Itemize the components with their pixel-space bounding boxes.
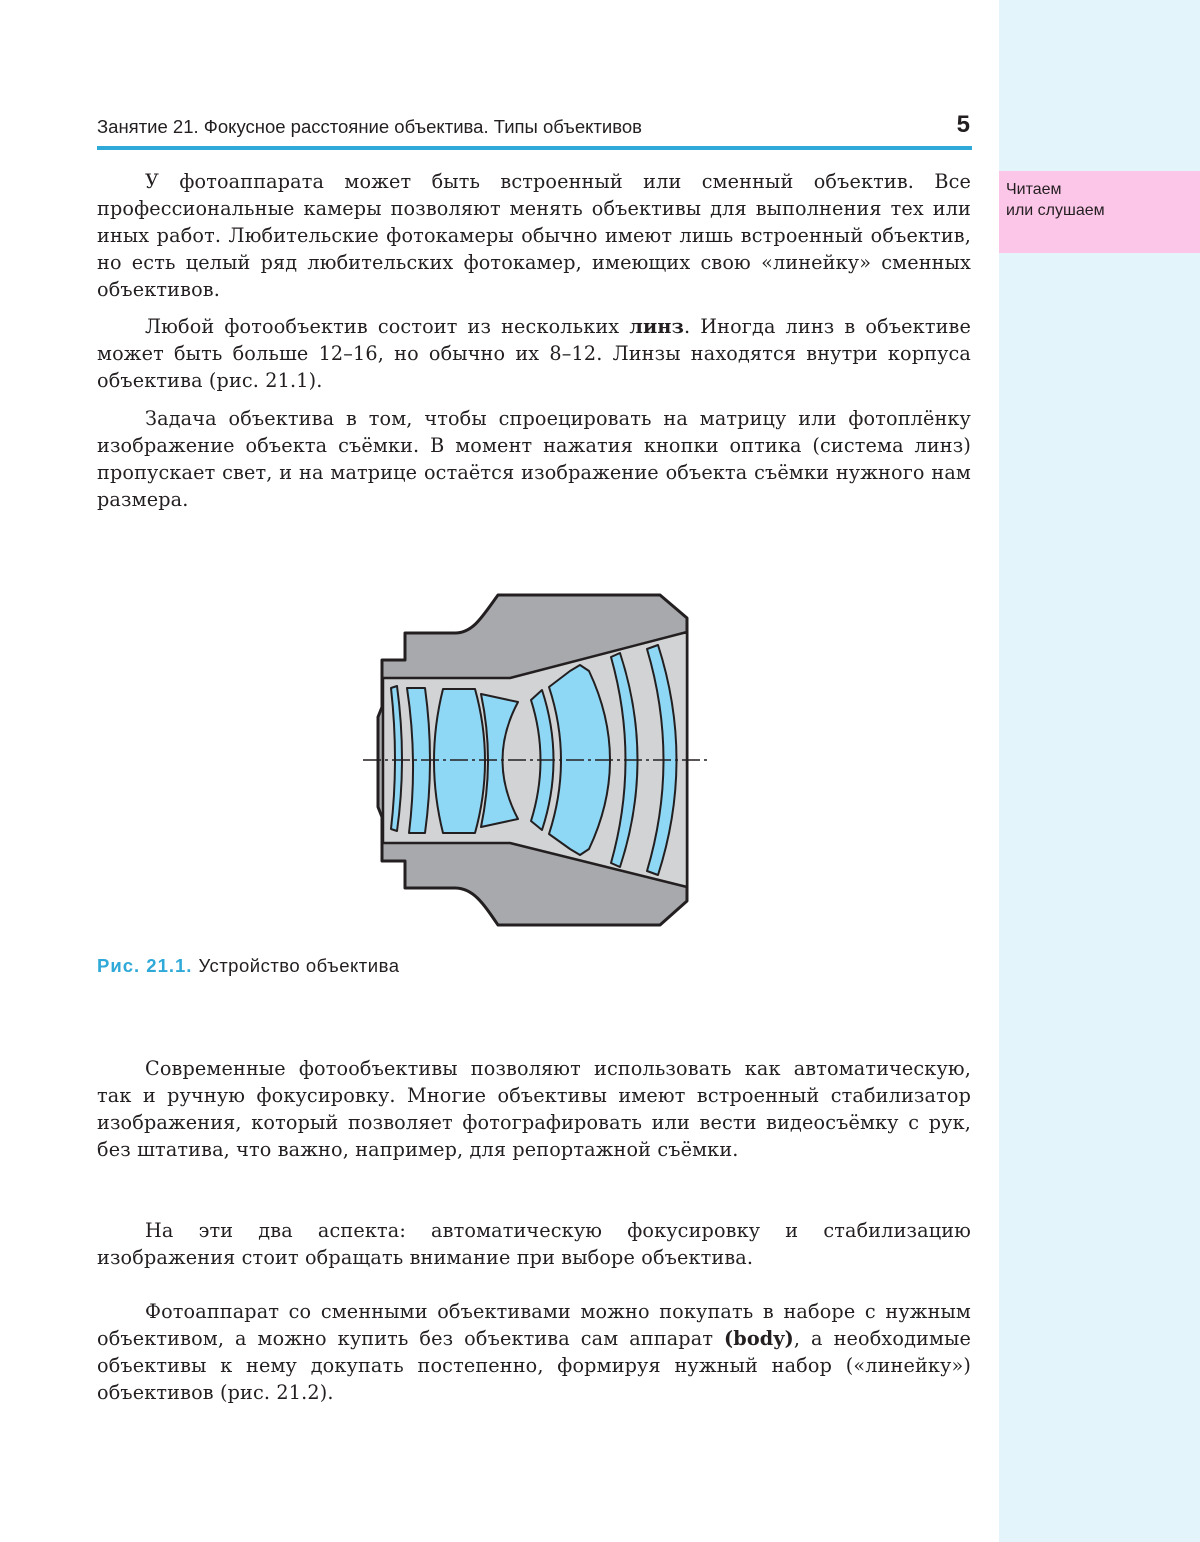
paragraph-6-start: Фотоаппарат со сменными объективами можно покупать в наборе с нужным объективом, а можно купить без объектива сам аппарат xyxy=(97,1300,971,1350)
paragraph-5: На эти два аспекта: автоматическую фокусировку и стабилизацию изображения стоит обращать внимание при выборе объектива. xyxy=(97,1219,971,1269)
term-lenses: линз xyxy=(629,315,684,338)
paragraph-3: Задача объектива в том, чтобы спроецировать на матрицу или фотоплёнку изображение объекта съёмки. В момент нажатия кнопки оптика (система линз) пропускает свет, и на матрице остаётся изображение объекта съёмки нужного нам размера. xyxy=(97,407,971,511)
side-note-line-2: или слушаем xyxy=(1006,202,1105,219)
paragraph-2 xyxy=(97,313,971,394)
lens-diagram xyxy=(355,585,715,930)
paragraph-1: У фотоаппарата может быть встроенный или сменный объектив. Все профессиональные камеры позволяют менять объективы для выполнения тех или иных работ. Любительские фотокамеры обычно имеют лишь встроенный объектив, но есть целый ряд любительских фотокамер, имеющих свою «линейку» сменных объективов. xyxy=(97,170,971,301)
paragraph-6 xyxy=(97,1298,971,1406)
paragraph-2-start: Любой фотообъектив состоит из нескольких xyxy=(145,315,630,338)
side-note-read-or-listen xyxy=(999,171,1200,253)
paragraph-6-end: , а необходимые объективы к нему докупать постепенно, формируя нужный набор («линейку») объективов (рис. 21.2). xyxy=(97,1327,971,1404)
page-number: 5 xyxy=(956,111,970,138)
figure-caption xyxy=(97,955,400,977)
chapter-title: Занятие 21. Фокусное расстояние объектива. Типы объективов xyxy=(97,116,642,137)
figure-caption-text: Устройство объектива xyxy=(198,955,400,976)
figure-number: Рис. 21.1. xyxy=(97,955,193,976)
side-note-line-1: Читаем xyxy=(1006,181,1062,198)
paragraph-4: Современные фотообъективы позволяют использовать как автоматическую, так и ручную фокусировку. Многие объективы имеют встроенный стабилизатор изображения, который позволяет фотографировать или вести видеосъёмку с рук, без штатива, что важно, например, для репортажной съёмки. xyxy=(97,1057,971,1161)
paragraph-2-end: . Иногда линз в объективе может быть больше 12–16, но обычно их 8–12. Линзы находятся внутри корпуса объектива (рис. 21.1). xyxy=(97,315,971,392)
header-rule xyxy=(97,146,972,150)
term-body: (body) xyxy=(724,1327,794,1350)
lens-diagram-svg xyxy=(355,585,715,930)
page-header xyxy=(97,111,972,151)
lens-element-3 xyxy=(434,689,485,833)
